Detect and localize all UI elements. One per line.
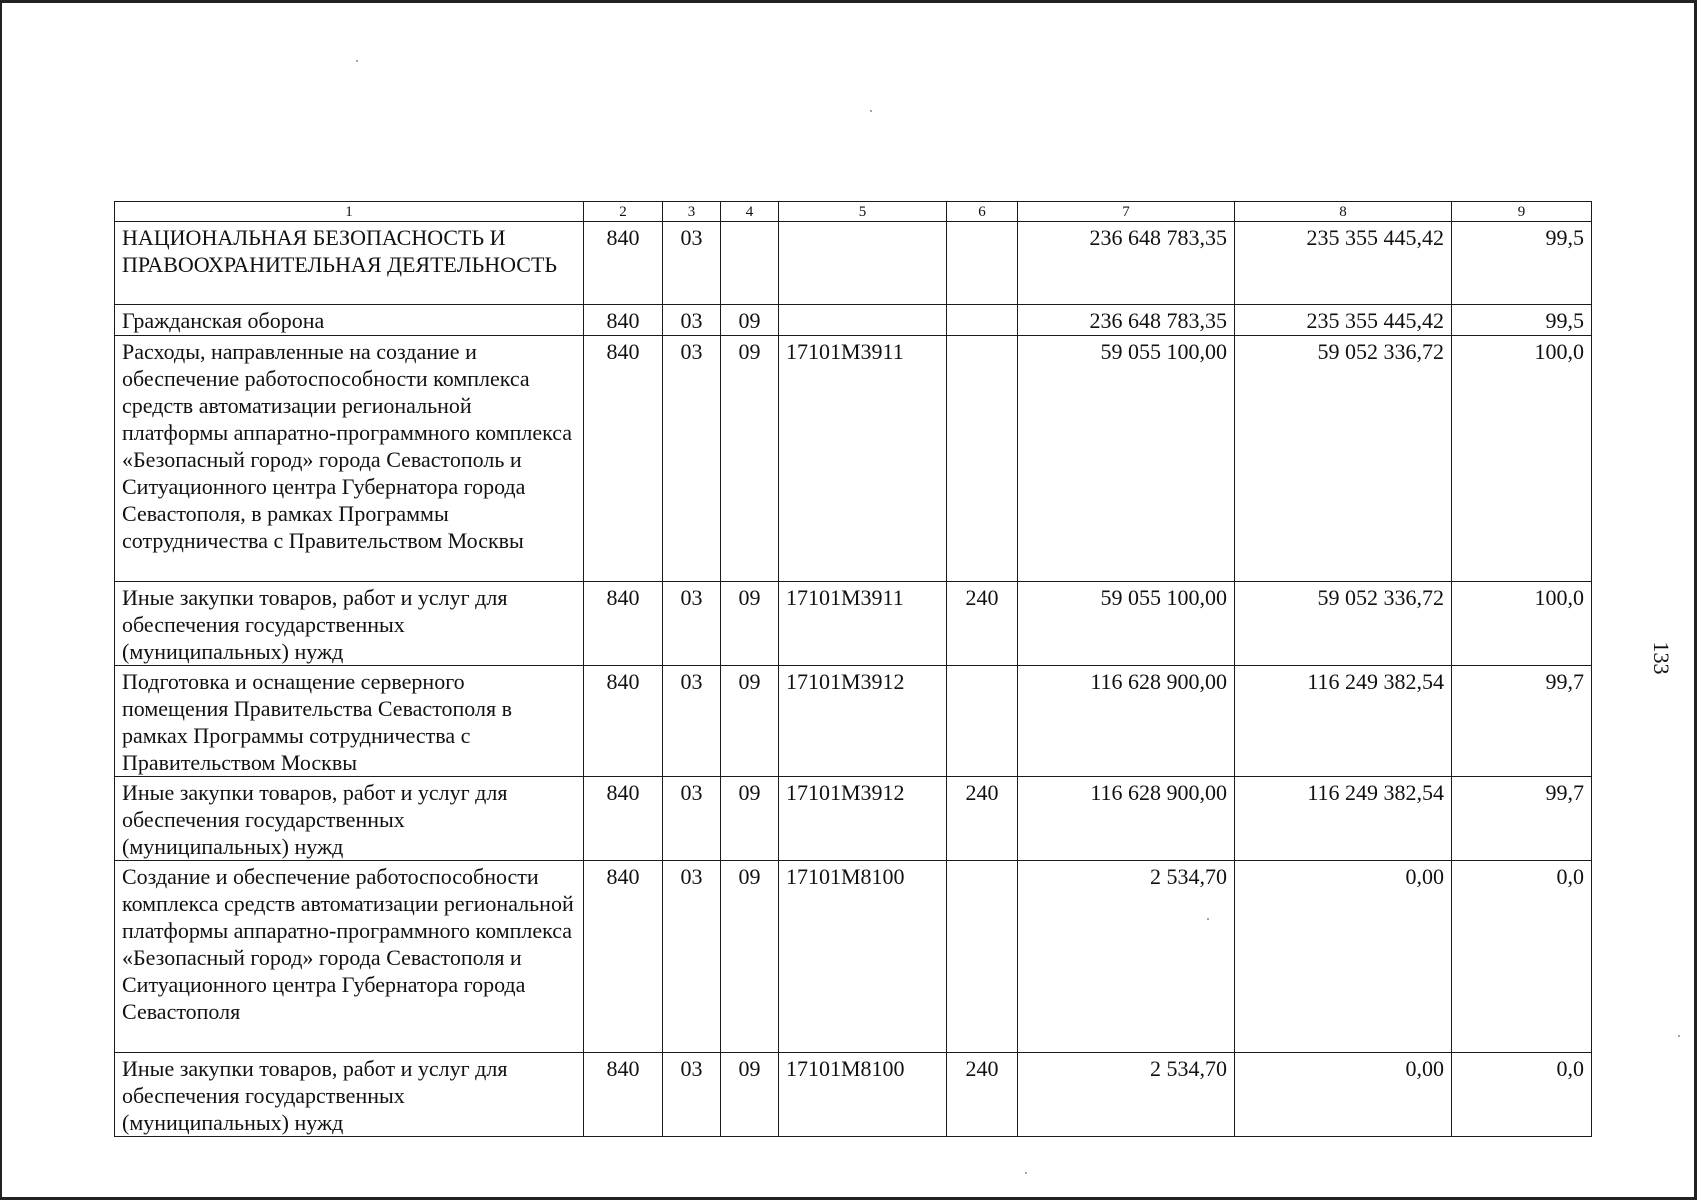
row-name-cell: Расходы, направленные на создание и обеспечение работоспособности комплекса средств автоматизации региональной платформы аппаратно-программного комплекса «Безопасный город» города Севастополь и Ситуационного центра Губернатора города Севастополя, в рамках Программы сотрудничества с Правительством Москвы <box>115 336 584 582</box>
scan-speck <box>356 60 358 62</box>
scan-speck <box>870 110 872 112</box>
column-header: 2 <box>584 202 663 222</box>
cell-col3: 03 <box>663 861 721 1053</box>
row-name-cell: Подготовка и оснащение серверного помещения Правительства Севастополя в рамках Программы сотрудничества с Правительством Москвы <box>115 666 584 777</box>
cell-col2: 840 <box>584 777 663 861</box>
row-name-cell: Иные закупки товаров, работ и услуг для обеспечения государственных (муниципальных) нужд <box>115 777 584 861</box>
table-row <box>115 666 1592 777</box>
column-header: 4 <box>721 202 779 222</box>
cell-col9: 100,0 <box>1452 336 1592 582</box>
cell-col8: 235 355 445,42 <box>1235 305 1452 336</box>
table-row <box>115 336 1592 582</box>
cell-col7: 59 055 100,00 <box>1018 336 1235 582</box>
column-header: 8 <box>1235 202 1452 222</box>
cell-col7: 2 534,70 <box>1018 1053 1235 1137</box>
scan-border-left <box>0 0 2 1200</box>
row-name-cell: Гражданская оборона <box>115 305 584 336</box>
cell-col8: 235 355 445,42 <box>1235 222 1452 305</box>
row-name-cell: Создание и обеспечение работоспособности комплекса средств автоматизации региональной платформы аппаратно-программного комплекса «Безопасный город» города Севастополя и Ситуационного центра Губернатора города Севастополя <box>115 861 584 1053</box>
table-row <box>115 777 1592 861</box>
cell-col7: 59 055 100,00 <box>1018 582 1235 666</box>
cell-col2: 840 <box>584 336 663 582</box>
row-name-cell: Иные закупки товаров, работ и услуг для обеспечения государственных (муниципальных) нужд <box>115 582 584 666</box>
column-header: 6 <box>947 202 1018 222</box>
cell-col3: 03 <box>663 666 721 777</box>
cell-col4: 09 <box>721 777 779 861</box>
cell-col3: 03 <box>663 336 721 582</box>
row-name-cell: Иные закупки товаров, работ и услуг для обеспечения государственных (муниципальных) нужд <box>115 1053 584 1137</box>
cell-col9: 0,0 <box>1452 861 1592 1053</box>
cell-col6 <box>947 861 1018 1053</box>
cell-col6: 240 <box>947 777 1018 861</box>
table-header-row <box>115 202 1592 222</box>
table-row <box>115 582 1592 666</box>
cell-col4: 09 <box>721 305 779 336</box>
cell-col3: 03 <box>663 305 721 336</box>
cell-col5 <box>779 222 947 305</box>
cell-col6: 240 <box>947 1053 1018 1137</box>
cell-col9: 0,0 <box>1452 1053 1592 1137</box>
cell-col9: 99,5 <box>1452 222 1592 305</box>
cell-col5: 17101M8100 <box>779 1053 947 1137</box>
cell-col2: 840 <box>584 861 663 1053</box>
cell-col5: 17101M8100 <box>779 861 947 1053</box>
column-header: 5 <box>779 202 947 222</box>
cell-col3: 03 <box>663 582 721 666</box>
cell-col4: 09 <box>721 861 779 1053</box>
cell-col2: 840 <box>584 582 663 666</box>
cell-col9: 99,7 <box>1452 777 1592 861</box>
cell-col5: 17101M3912 <box>779 777 947 861</box>
scan-speck <box>1678 1035 1680 1037</box>
column-header: 7 <box>1018 202 1235 222</box>
cell-col2: 840 <box>584 305 663 336</box>
column-header: 1 <box>115 202 584 222</box>
cell-col7: 116 628 900,00 <box>1018 777 1235 861</box>
cell-col5: 17101M3911 <box>779 336 947 582</box>
cell-col4: 09 <box>721 336 779 582</box>
cell-col2: 840 <box>584 666 663 777</box>
cell-col7: 236 648 783,35 <box>1018 222 1235 305</box>
cell-col8: 0,00 <box>1235 861 1452 1053</box>
cell-col3: 03 <box>663 777 721 861</box>
column-header: 9 <box>1452 202 1592 222</box>
budget-table <box>114 201 1592 1137</box>
cell-col6 <box>947 336 1018 582</box>
table-row <box>115 222 1592 305</box>
page-number: 133 <box>1649 641 1674 675</box>
cell-col4: 09 <box>721 1053 779 1137</box>
cell-col7: 236 648 783,35 <box>1018 305 1235 336</box>
column-header: 3 <box>663 202 721 222</box>
cell-col8: 59 052 336,72 <box>1235 336 1452 582</box>
table-row <box>115 1053 1592 1137</box>
cell-col9: 100,0 <box>1452 582 1592 666</box>
cell-col2: 840 <box>584 1053 663 1137</box>
cell-col7: 116 628 900,00 <box>1018 666 1235 777</box>
cell-col9: 99,5 <box>1452 305 1592 336</box>
row-name-cell: НАЦИОНАЛЬНАЯ БЕЗОПАСНОСТЬ И ПРАВООХРАНИТЕЛЬНАЯ ДЕЯТЕЛЬНОСТЬ <box>115 222 584 305</box>
cell-col5: 17101M3912 <box>779 666 947 777</box>
cell-col3: 03 <box>663 222 721 305</box>
cell-col8: 59 052 336,72 <box>1235 582 1452 666</box>
cell-col7: 2 534,70 <box>1018 861 1235 1053</box>
table-row <box>115 305 1592 336</box>
cell-col6 <box>947 222 1018 305</box>
cell-col4: 09 <box>721 582 779 666</box>
cell-col5: 17101M3911 <box>779 582 947 666</box>
cell-col6 <box>947 666 1018 777</box>
cell-col5 <box>779 305 947 336</box>
cell-col8: 0,00 <box>1235 1053 1452 1137</box>
cell-col9: 99,7 <box>1452 666 1592 777</box>
cell-col4 <box>721 222 779 305</box>
table-row <box>115 861 1592 1053</box>
cell-col8: 116 249 382,54 <box>1235 777 1452 861</box>
cell-col6 <box>947 305 1018 336</box>
cell-col4: 09 <box>721 666 779 777</box>
cell-col2: 840 <box>584 222 663 305</box>
cell-col8: 116 249 382,54 <box>1235 666 1452 777</box>
scan-speck <box>1025 1172 1027 1174</box>
cell-col3: 03 <box>663 1053 721 1137</box>
scan-border-top <box>0 0 1697 3</box>
cell-col6: 240 <box>947 582 1018 666</box>
